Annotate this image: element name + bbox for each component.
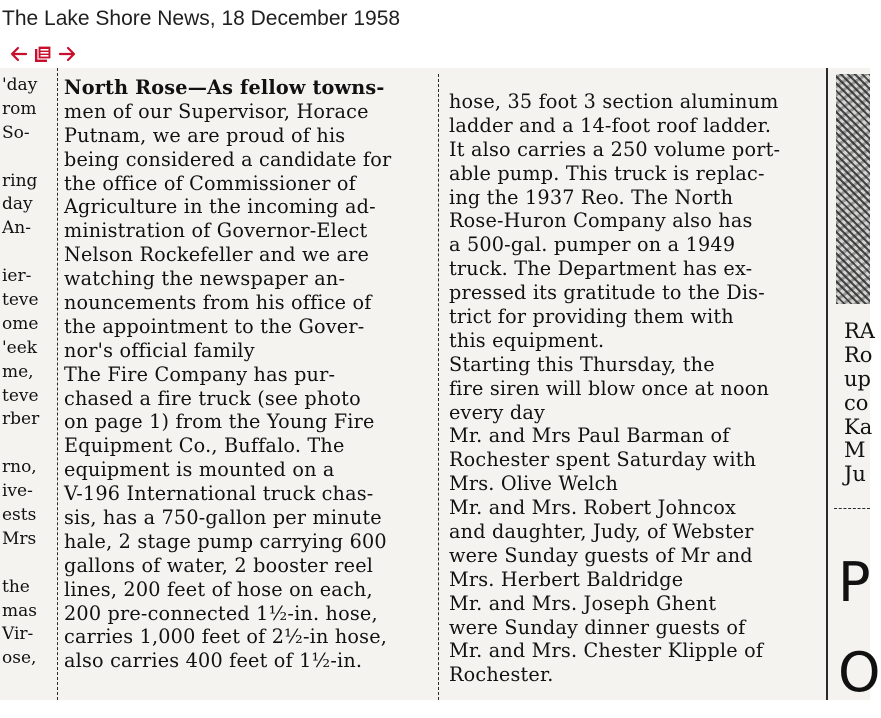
text-line bbox=[2, 432, 39, 456]
text-line: Mrs. Olive Welch bbox=[449, 472, 619, 496]
headline-letter: P bbox=[838, 551, 871, 614]
text-line: RA bbox=[844, 319, 875, 343]
text-line: North Rose—As fellow towns- bbox=[64, 76, 385, 99]
text-line: hose, 35 foot 3 section aluminum bbox=[449, 90, 779, 113]
text-line: being considered a candidate for bbox=[64, 147, 392, 171]
text-line: watching the newspaper an- bbox=[64, 267, 346, 291]
text-line: and daughter, Judy, of Webster bbox=[449, 520, 754, 544]
text-line: Mr. and Mrs Paul Barman of bbox=[449, 424, 730, 448]
text-line: men of our Supervisor, Horace bbox=[64, 99, 369, 123]
text-line: So- bbox=[2, 122, 30, 143]
article-column-left bbox=[64, 76, 391, 673]
text-line: fire siren will blow once at noon bbox=[449, 376, 770, 400]
text-line: Starting this Thursday, the bbox=[449, 352, 715, 376]
text-line: Mr. and Mrs. Joseph Ghent bbox=[449, 591, 717, 615]
text-line: Mrs. Herbert Baldridge bbox=[449, 567, 684, 591]
text-line: Agriculture in the incoming ad- bbox=[64, 195, 376, 219]
text-line: day bbox=[2, 194, 33, 215]
library-button[interactable] bbox=[32, 43, 54, 65]
column-rule bbox=[834, 508, 870, 509]
text-line: co bbox=[844, 390, 869, 415]
text-line: Nelson Rockefeller and we are bbox=[64, 243, 370, 267]
text-line: Equipment Co., Buffalo. The bbox=[64, 434, 345, 458]
text-line: Mrs bbox=[2, 528, 37, 549]
text-line: nouncements from his office of bbox=[64, 291, 372, 315]
text-line: every day bbox=[449, 400, 546, 424]
text-line: equipment is mounted on a bbox=[64, 458, 335, 482]
text-line: An- bbox=[2, 218, 31, 239]
text-line: ladder and a 14-foot roof ladder. bbox=[449, 113, 772, 137]
right-cropped-column bbox=[844, 320, 875, 487]
text-line: Mr. and Mrs. Chester Klipple of bbox=[449, 639, 764, 663]
text-line: mas bbox=[2, 600, 37, 621]
text-line bbox=[2, 241, 39, 265]
text-line: It also carries a 250 volume port- bbox=[449, 137, 781, 161]
text-line: 'day bbox=[2, 75, 38, 95]
column-rule bbox=[438, 74, 439, 700]
text-line: ministration of Governor-Elect bbox=[64, 219, 368, 243]
text-line: nor's official family bbox=[64, 338, 255, 362]
navigation-toolbar bbox=[8, 42, 78, 66]
newspaper-scan bbox=[0, 68, 881, 704]
text-line: The Fire Company has pur- bbox=[64, 362, 336, 386]
text-line: 'eek bbox=[2, 337, 38, 358]
text-line: Rochester spent Saturday with bbox=[449, 448, 757, 472]
text-line: Ka bbox=[844, 414, 873, 439]
text-line: were Sunday dinner guests of bbox=[449, 615, 746, 639]
title-bar bbox=[0, 0, 870, 36]
back-button[interactable] bbox=[8, 43, 30, 65]
text-line: ier- bbox=[2, 266, 32, 287]
text-line: teve bbox=[2, 290, 39, 311]
text-line: Putnam, we are proud of his bbox=[64, 123, 346, 147]
text-line: Ro bbox=[844, 342, 873, 367]
page-title: The Lake Shore News, 18 December 1958 bbox=[2, 7, 401, 30]
text-line: the appointment to the Gover- bbox=[64, 314, 365, 338]
library-icon bbox=[34, 45, 52, 63]
text-line: me, bbox=[2, 361, 34, 382]
text-line: on page 1) from the Young Fire bbox=[64, 410, 375, 434]
text-line: rber bbox=[2, 409, 40, 430]
column-rule bbox=[826, 68, 828, 700]
arrow-right-icon bbox=[58, 45, 76, 63]
text-line: trict for providing them with bbox=[449, 305, 734, 329]
text-line: up bbox=[844, 366, 871, 391]
text-line: carries 1,000 feet of 2½-in hose, bbox=[64, 625, 388, 649]
text-line: able pump. This truck is replac- bbox=[449, 161, 765, 185]
text-line bbox=[2, 146, 39, 170]
left-cropped-column bbox=[2, 74, 39, 671]
forward-button[interactable] bbox=[56, 43, 78, 65]
text-line: pressed its gratitude to the Dis- bbox=[449, 281, 765, 305]
text-line: sis, has a 750-gallon per minute bbox=[64, 506, 382, 530]
text-line: truck. The Department has ex- bbox=[449, 257, 753, 281]
arrow-left-icon bbox=[10, 45, 28, 63]
text-line: lines, 200 feet of hose on each, bbox=[64, 577, 373, 601]
text-line: the office of Commissioner of bbox=[64, 171, 356, 195]
text-line: rom bbox=[2, 98, 37, 119]
text-line: this equipment. bbox=[449, 328, 605, 352]
text-line: rno, bbox=[2, 457, 37, 478]
text-line: hale, 2 stage pump carrying 600 bbox=[64, 529, 387, 553]
text-line bbox=[2, 552, 39, 576]
text-line: 200 pre-connected 1½-in. hose, bbox=[64, 601, 378, 625]
text-line: the bbox=[2, 576, 30, 597]
text-line: also carries 400 feet of 1½-in. bbox=[64, 649, 363, 673]
text-line: M bbox=[844, 438, 866, 463]
text-line: teve bbox=[2, 385, 39, 406]
headline-letter: O bbox=[838, 641, 881, 704]
text-line: ive- bbox=[2, 481, 33, 502]
column-rule bbox=[57, 68, 58, 700]
article-column-middle bbox=[449, 90, 780, 687]
text-line: Mr. and Mrs. Robert Johncox bbox=[449, 496, 737, 520]
text-line: gallons of water, 2 booster reel bbox=[64, 553, 374, 577]
text-line: Ju bbox=[844, 462, 866, 487]
text-line: ring bbox=[2, 170, 38, 191]
text-line: were Sunday guests of Mr and bbox=[449, 543, 753, 567]
text-line: V-196 International truck chas- bbox=[64, 482, 374, 506]
text-line: Rose-Huron Company also has bbox=[449, 209, 753, 233]
text-line: ing the 1937 Reo. The North bbox=[449, 185, 734, 209]
text-line: ome bbox=[2, 313, 39, 334]
right-headline-fragment bbox=[838, 538, 881, 718]
photo-fragment bbox=[836, 74, 870, 304]
text-line: ests bbox=[2, 505, 37, 526]
text-line: ose, bbox=[2, 648, 37, 669]
text-line: chased a fire truck (see photo bbox=[64, 386, 361, 410]
text-line: a 500-gal. pumper on a 1949 bbox=[449, 233, 736, 257]
text-line: Rochester. bbox=[449, 663, 554, 687]
text-line: Vir- bbox=[2, 624, 34, 645]
